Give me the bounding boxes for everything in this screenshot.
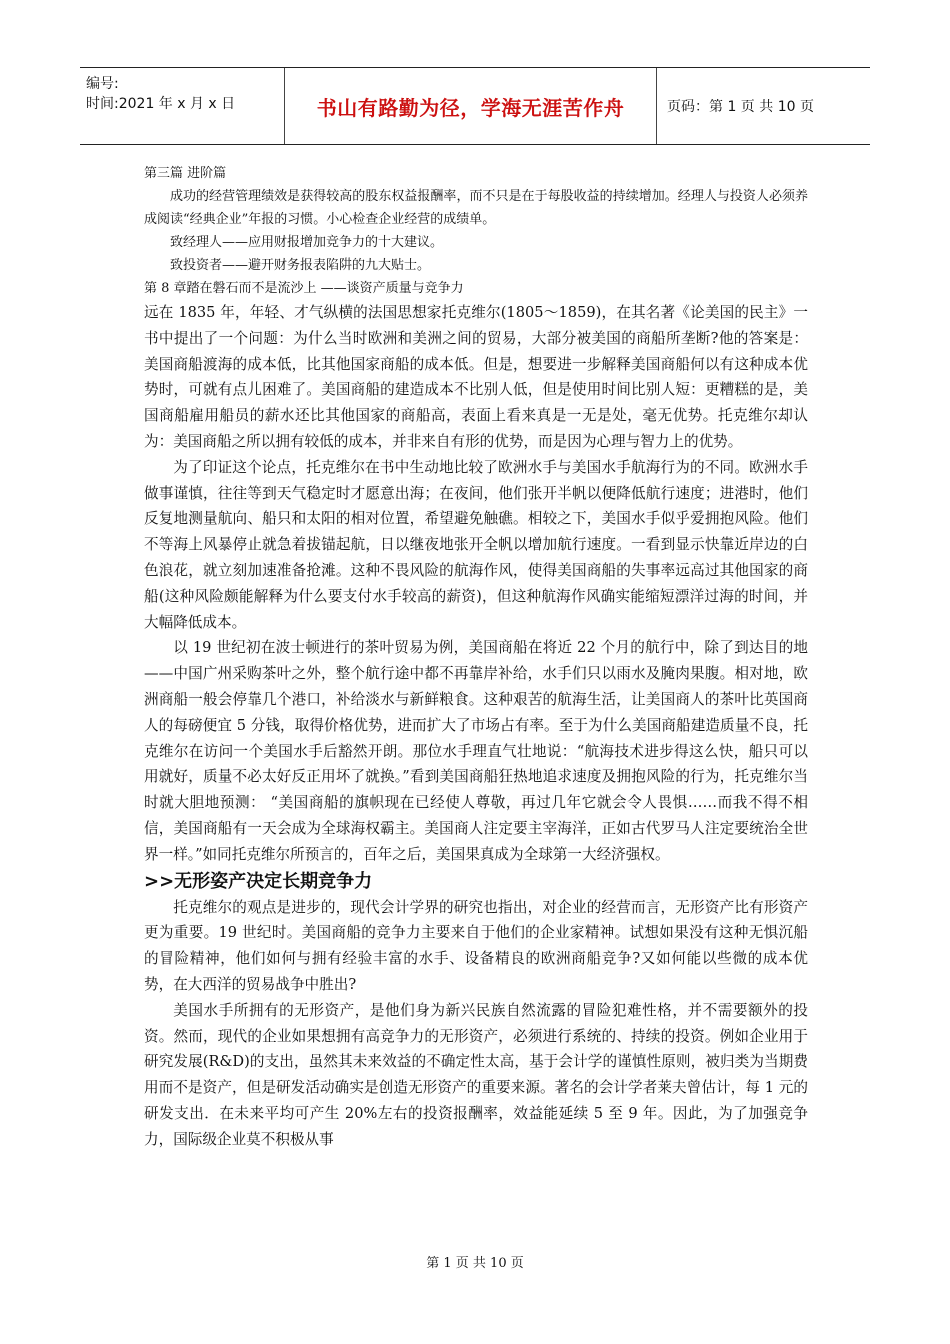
page-footer: 第 1 页 共 10 页 [426, 1256, 524, 1271]
body-paragraph-2: 为了印证这个论点，托克维尔在书中生动地比较了欧洲水手与美国水手航海行为的不同。欧洲水手做事谨慎，往往等到天气稳定时才愿意出海；在夜间，他们张开半帆以便降低航行速度；进港时，他们反复地测量航向、船只和太阳的相对位置，希望避免触礁。相较之下，美国水手似乎爱拥抱风险。他们不等海上风暴停止就急着拔锚起航，日以继夜地张开全帆以增加航行速度。一看到显示快靠近岸边的白色浪花，就立刻加速准备抢滩。这种不畏风险的航海作风，使得美国商船的失事率远高过其他国家的商船(这种风险颇能解释为什么要支付水手较高的薪资)，但这种航海作风确实能缩短漂洋过海的时间，并大幅降低成本。 [144, 458, 808, 631]
document-date-label: 时间:2021 年 x 月 x 日 [86, 96, 236, 112]
header-meta [80, 68, 285, 144]
header-motto: 书山有路勤为径，学海无涯苦作舟 [285, 68, 657, 144]
header-page-number: 页码：第 1 页 共 10 页 [667, 99, 814, 115]
intro-paragraph: 成功的经营管理绩效是获得较高的股东权益报酬率，而不只是在于每股收益的持续增加。经理人与投资人必须养成阅读“经典企业”年报的习惯。小心检查企业经营的成绩单。 [144, 189, 808, 227]
document-number-label: 编号: [86, 76, 119, 92]
body-paragraph-1: 远在 1835 年，年轻、才气纵横的法国思想家托克维尔(1805～1859)，在其名著《论美国的民主》一书中提出了一个问题：为什么当时欧洲和美洲之间的贸易，大部分被美国的商船所垄断?他的答案是：美国商船渡海的成本低，比其他国家商船的成本低。但是，想要进一步解释美国商船何以有这种成本优势时，可就有点儿困难了。美国商船的建造成本不比别人低，但是使用时间比别人短：更糟糕的是，美国商船雇用船员的薪水还比其他国家的商船高，表面上看来真是一无是处，毫无优势。托克维尔却认为：美国商船之所以拥有较低的成本，并非来自有形的优势，而是因为心理与智力上的优势。 [144, 304, 808, 450]
section-heading: >>无形姿产决定长期竞争力 [144, 870, 373, 892]
advice-managers: 致经理人——应用财报增加竞争力的十大建议。 [170, 235, 444, 250]
chapter-title: 第 8 章踏在磐石而不是流沙上 ——谈资产质量与竞争力 [144, 281, 464, 296]
body-paragraph-5: 美国水手所拥有的无形资产，是他们身为新兴民族自然流露的冒险犯难性格，并不需要额外的投资。然而，现代的企业如果想拥有高竞争力的无形资产，必须进行系统的、持续的投资。例如企业用于研究发展(R&D)的支出，虽然其未来效益的不确定性太高，基于会计学的谨慎性原则，被归类为当期费用而不是资产，但是研发活动确实是创造无形资产的重要来源。著名的会计学者莱夫曾估计，每 1 元的研发支出．在未来平均可产生 20%左右的投资报酬率，效益能延续 5 至 9 年。因此，为了加强竞争力，国际级企业莫不积极从事 [144, 1001, 808, 1148]
page-header [80, 67, 870, 145]
body-paragraph-4: 托克维尔的观点是进步的，现代会计学界的研究也指出，对企业的经营而言，无形资产比有形资产更为重要。19 世纪时。美国商船的竞争力主要来自于他们的企业家精神。试想如果没有这种无惧沉船的冒险精神，他们如何与拥有经验丰富的水手、设备精良的欧洲商船竞争?又如何能以些微的成本优势，在大西洋的贸易战争中胜出? [144, 898, 808, 993]
part-title: 第三篇 进阶篇 [144, 166, 227, 181]
body-paragraph-3: 以 19 世纪初在波士顿进行的茶叶贸易为例，美国商船在将近 22 个月的航行中，除了到达目的地——中国广州采购茶叶之外，整个航行途中都不再靠岸补给，水手们只以雨水及腌肉果腹。相对地，欧洲商船一般会停靠几个港口，补给淡水与新鲜粮食。这种艰苦的航海生活，让美国商人的茶叶比英国商人的每磅便宜 5 分钱，取得价格优势，进而扩大了市场占有率。至于为什么美国商船建造质量不良，托克维尔在访问一个美国水手后豁然开朗。那位水手理直气壮地说：“航海技术进步得这么快，船只可以用就好，质量不必太好反正用坏了就换。”看到美国商船狂热地追求速度及拥抱风险的行为，托克维尔当时就大胆地预测： “美国商船的旗帜现在已经使人尊敬，再过几年它就会令人畏惧……而我不得不相信，美国商船有一天会成为全球海权霸主。美国商人注定要主宰海洋，正如古代罗马人注定要统治全世界一样。”如同托克维尔所预言的，百年之后，美国果真成为全球第一大经济强权。 [144, 639, 808, 863]
advice-investors: 致投资者——避开财务报表陷阱的九大贴士。 [170, 258, 431, 273]
document-body [144, 162, 808, 1153]
